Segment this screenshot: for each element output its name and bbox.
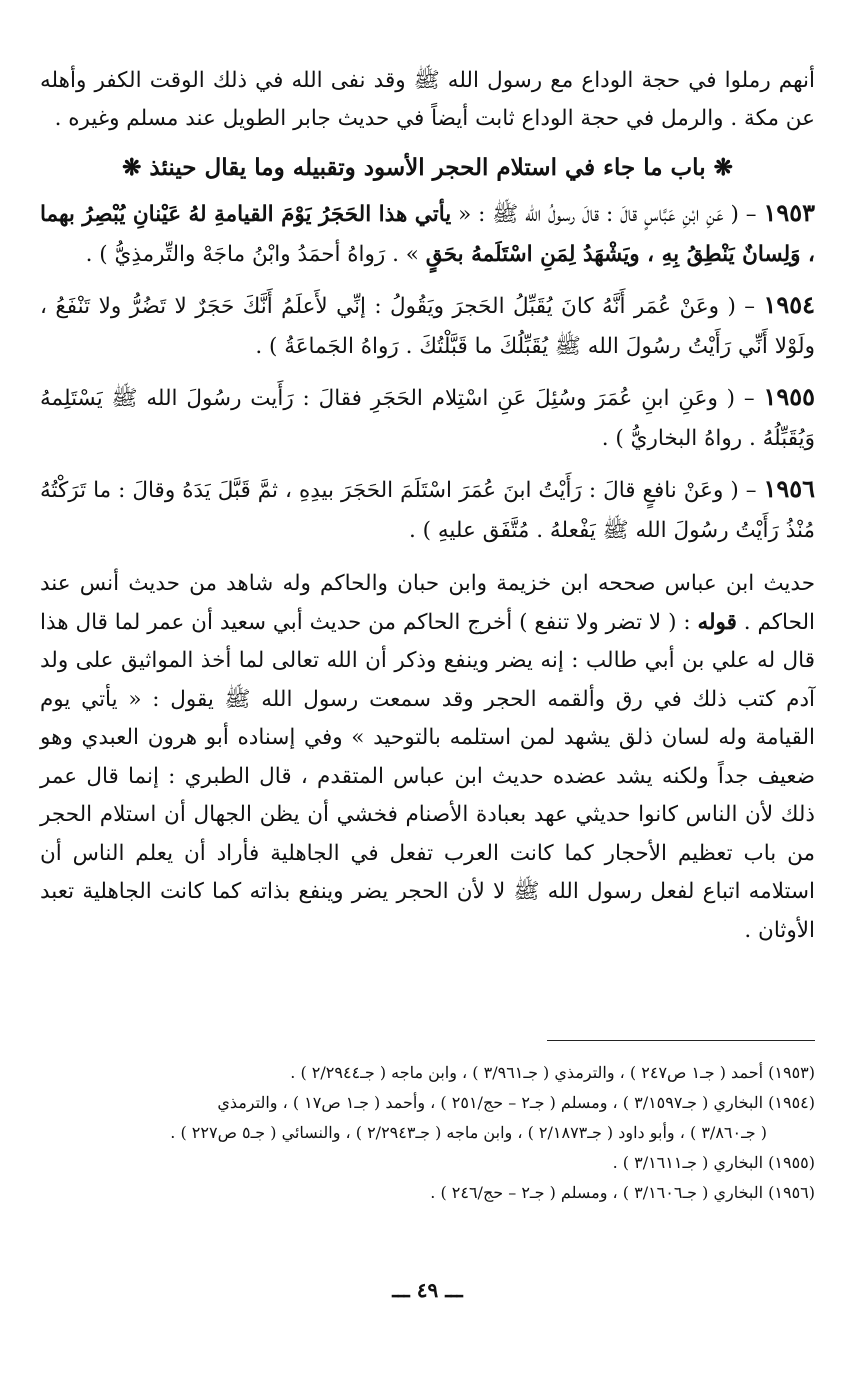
hadith-number: ١٩٥٤ [763,290,815,319]
hadith-text: – ( وعَنْ عُمَر أَنَّهُ كانَ يُقَبِّلُ الحَجرَ ويَقُولُ : إنِّي لأَعلَمُ أَنَّكَ حَجَرٌ لا تَضُرُّ ولا تَنْفَعُ ، ولَوْلا أَنِّي رَأَيْتُ رسُولَ الله ﷺ يُقَبِّلُكَ ما قَبَّلْتُكَ . رَواهُ الجَماعَةُ ) . [40,294,815,359]
footnote-1955: (١٩٥٥) البخاري ( جـ٣/١٦١١ ) . [612,1153,815,1172]
intro-paragraph: أنهم رملوا في حجة الوداع مع رسول الله ﷺ وقد نفى الله في ذلك الوقت الكفر وأهله عن مكة . والرمل في حجة الوداع ثابت أيضاً في حديث جابر الطويل عند مسلم وغيره . [40,68,815,131]
hadith-1955 [40,377,815,459]
hadith-number: ١٩٥٥ [763,382,815,411]
footnote-1954 [40,1088,815,1148]
footnote-line: (١٩٥٤) البخاري ( جـ٣/١٥٩٧ ) ، ومسلم ( جـ٢ – حج/٢٥١ ) ، وأحمد ( جـ١ ص١٧ ) ، والترمذي [217,1093,815,1112]
footnote-divider [547,1040,815,1041]
hadith-number: ١٩٥٦ [763,474,816,503]
commentary-text: حديث ابن عباس صححه ابن خزيمة وابن حبان والحاكم وله شاهد من حديث أنس عند الحاكم . [40,571,815,635]
hadith-text: – ( وعَنِ ابنِ عُمَرَ وسُئِلَ عَنِ اسْتِلام الحَجَرِ فقالَ : رَأَيت رسُولَ الله ﷺ يَسْتَلِمهُ وَيُقَبِّلُهُ . رواهُ البخاريُّ ) . [40,386,815,451]
footnote-continuation: ( جـ٣/٨٦٠ ) ، وأبو داود ( جـ٢/١٨٧٣ ) ، وابن ماجه ( جـ٢/٢٩٤٣ ) ، والنسائي ( جـ٥ ص٢٢٧ ) . [170,1123,767,1142]
hadith-text-end: » . رَواهُ أحمَدُ وابْنُ ماجَهْ والتِّرمذِيُّ ) . [85,242,426,267]
page-number: ـــ ٤٩ ـــ [392,1278,463,1302]
hadith-1954 [40,285,815,367]
commentary-label: قوله [697,609,737,635]
hadith-text: – ( وعَنْ نافعٍ قالَ : رَأَيْتُ ابنَ عُمَرَ اسْتَلَمَ الحَجَرَ بيدِهِ ، ثمَّ قَبَّلَ يَدَهُ وقالَ : ما تَرَكْتُهُ مُنْذُ رَأَيْتُ رسُولَ الله ﷺ يَفْعلهُ . مُتَّفَق عليهِ ) . [40,478,815,543]
hadith-number: ١٩٥٣ [763,198,815,227]
footnote-1953: (١٩٥٣) أحمد ( جـ١ ص٢٤٧ ) ، والترمذي ( جـ٣/٩٦١ ) ، وابن ماجه ( جـ٢/٢٩٤٤ ) . [290,1063,815,1082]
chapter-heading: ❋ باب ما جاء في استلام الحجر الأسود وتقبيله وما يقال حينئذ ❋ [122,154,733,181]
hadith-1956 [40,469,815,551]
hadith-quote: يأتي هذا الحَجَرُ يَوْمَ القيامةِ لهُ عَيْنانِ يُبْصِرُ بهما ، وَلِسانٌ يَنْطِقُ بِهِ ، ويَشْهَدُ لِمَنِ اسْتَلَمهُ بحَقٍ [40,202,815,267]
commentary-paragraph [40,565,815,950]
hadith-1953 [40,193,815,275]
commentary-text-cont: : ( لا تضر ولا تنفع ) أخرج الحاكم من حديث أبي سعيد أن عمر لما قال هذا قال له علي بن أبي طالب : إنه يضر وينفع وذكر أن الله تعالى لما أخذ المواثيق على ولد آدم كتب ذلك في رق وألقمه الحجر وقد سمعت رسول الله ﷺ يقول : « يأتي يوم القيامة وله لسان ذلق يشهد لمن استلمه بالتوحيد » وفي إسناده أبو هرون العبدي وهو ضعيف جداً ولكنه يشد عضده حديث ابن عباس المتقدم ، قال الطبري : إنما قال عمر ذلك لأن الناس كانوا حديثي عهد بعبادة الأصنام فخشي أن يظن الجهال أن استلام الحجر من باب تعظيم الأحجار كما كانت العرب تفعل في الجاهلية فأراد أن يعلم الناس أن استلامه اتباع لفعل رسول الله ﷺ لا لأن الحجر يضر وينفع بذاته كما كانت الجاهلية تعبد الأوثان . [40,609,815,943]
footnote-1956: (١٩٥٦) البخاري ( جـ٣/١٦٠٦ ) ، ومسلم ( جـ٢ – حج/٢٤٦ ) . [430,1183,815,1202]
hadith-text: – ( عَنِ ابْنِ عَبَّاسٍ قالَ : قالَ رسولُ الله ﷺ : « [451,202,757,227]
footnotes [40,1058,815,1208]
